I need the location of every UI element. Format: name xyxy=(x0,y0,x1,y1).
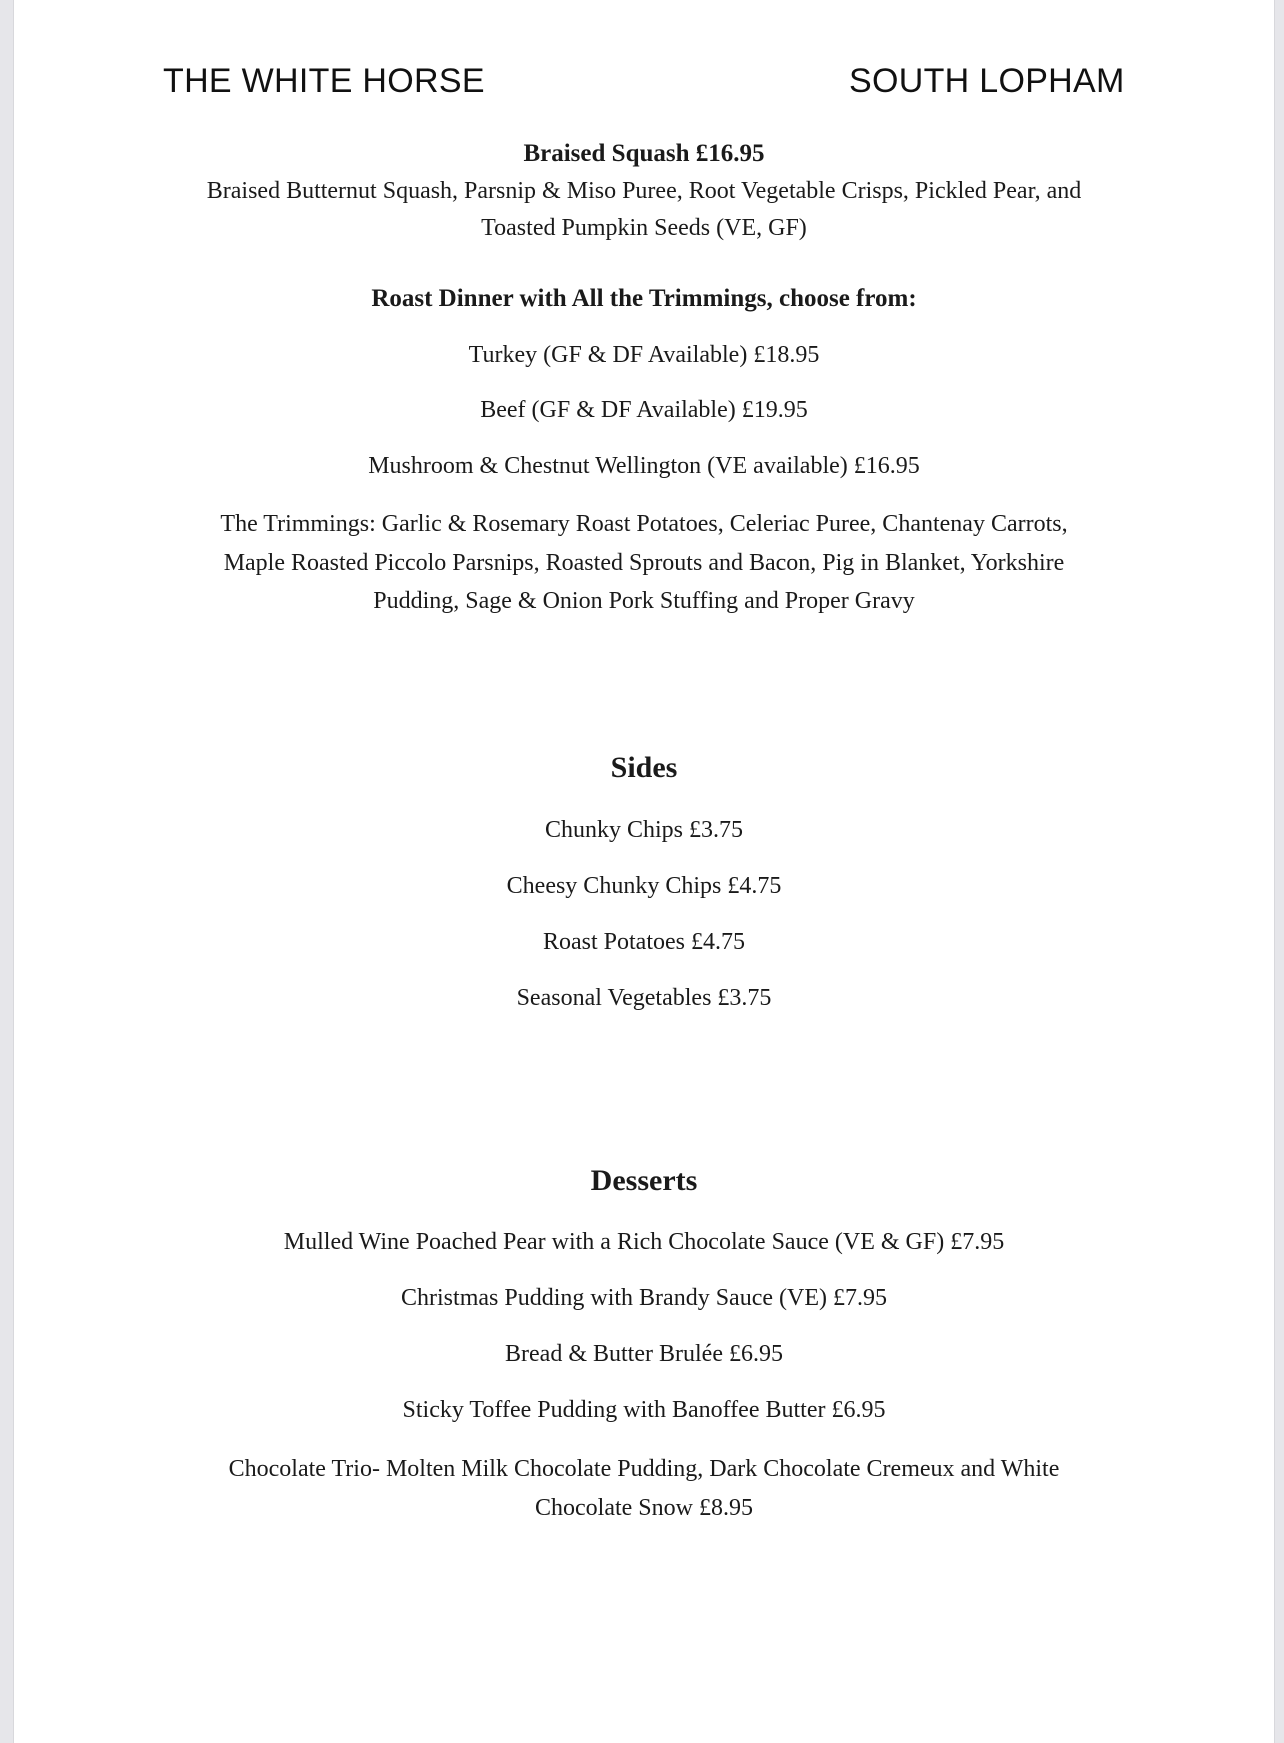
braised-squash-desc-line1: Braised Butternut Squash, Parsnip & Miso Puree, Root Vegetable Crisps, Pickled Pear, and xyxy=(206,178,1082,204)
roast-dinner-title: Roast Dinner with All the Trimmings, choose from: xyxy=(371,285,917,312)
dessert-item: Bread & Butter Brulée £6.95 xyxy=(505,1341,783,1367)
desserts-heading: Desserts xyxy=(590,1164,698,1197)
braised-squash-desc-line2: Toasted Pumpkin Seeds (VE, GF) xyxy=(481,215,807,241)
chocolate-trio-line1: Chocolate Trio- Molten Milk Chocolate Pudding, Dark Chocolate Cremeux and White xyxy=(228,1456,1060,1482)
dessert-item: Christmas Pudding with Brandy Sauce (VE) £7.95 xyxy=(401,1285,887,1311)
trimmings-line3: Pudding, Sage & Onion Pork Stuffing and Proper Gravy xyxy=(373,588,915,614)
roast-option-beef: Beef (GF & DF Available) £19.95 xyxy=(480,397,808,423)
menu-page xyxy=(13,0,1275,1743)
dessert-item: Mulled Wine Poached Pear with a Rich Chocolate Sauce (VE & GF) £7.95 xyxy=(283,1229,1005,1255)
braised-squash-title: Braised Squash £16.95 xyxy=(523,140,765,167)
roast-option-turkey: Turkey (GF & DF Available) £18.95 xyxy=(468,342,820,368)
trimmings-line2: Maple Roasted Piccolo Parsnips, Roasted Sprouts and Bacon, Pig in Blanket, Yorkshire xyxy=(223,550,1065,576)
trimmings-line1: The Trimmings: Garlic & Rosemary Roast Potatoes, Celeriac Puree, Chantenay Carrots, xyxy=(220,511,1068,537)
sides-heading: Sides xyxy=(610,751,678,784)
side-item: Roast Potatoes £4.75 xyxy=(543,929,745,955)
pub-name: THE WHITE HORSE xyxy=(163,62,485,100)
roast-option-wellington: Mushroom & Chestnut Wellington (VE available) £16.95 xyxy=(368,453,920,479)
side-item: Seasonal Vegetables £3.75 xyxy=(516,985,772,1011)
pub-location: SOUTH LOPHAM xyxy=(849,62,1125,100)
side-item: Cheesy Chunky Chips £4.75 xyxy=(506,873,782,899)
dessert-item: Sticky Toffee Pudding with Banoffee Butter £6.95 xyxy=(402,1397,886,1423)
chocolate-trio-line2: Chocolate Snow £8.95 xyxy=(535,1495,753,1521)
side-item: Chunky Chips £3.75 xyxy=(544,817,744,843)
